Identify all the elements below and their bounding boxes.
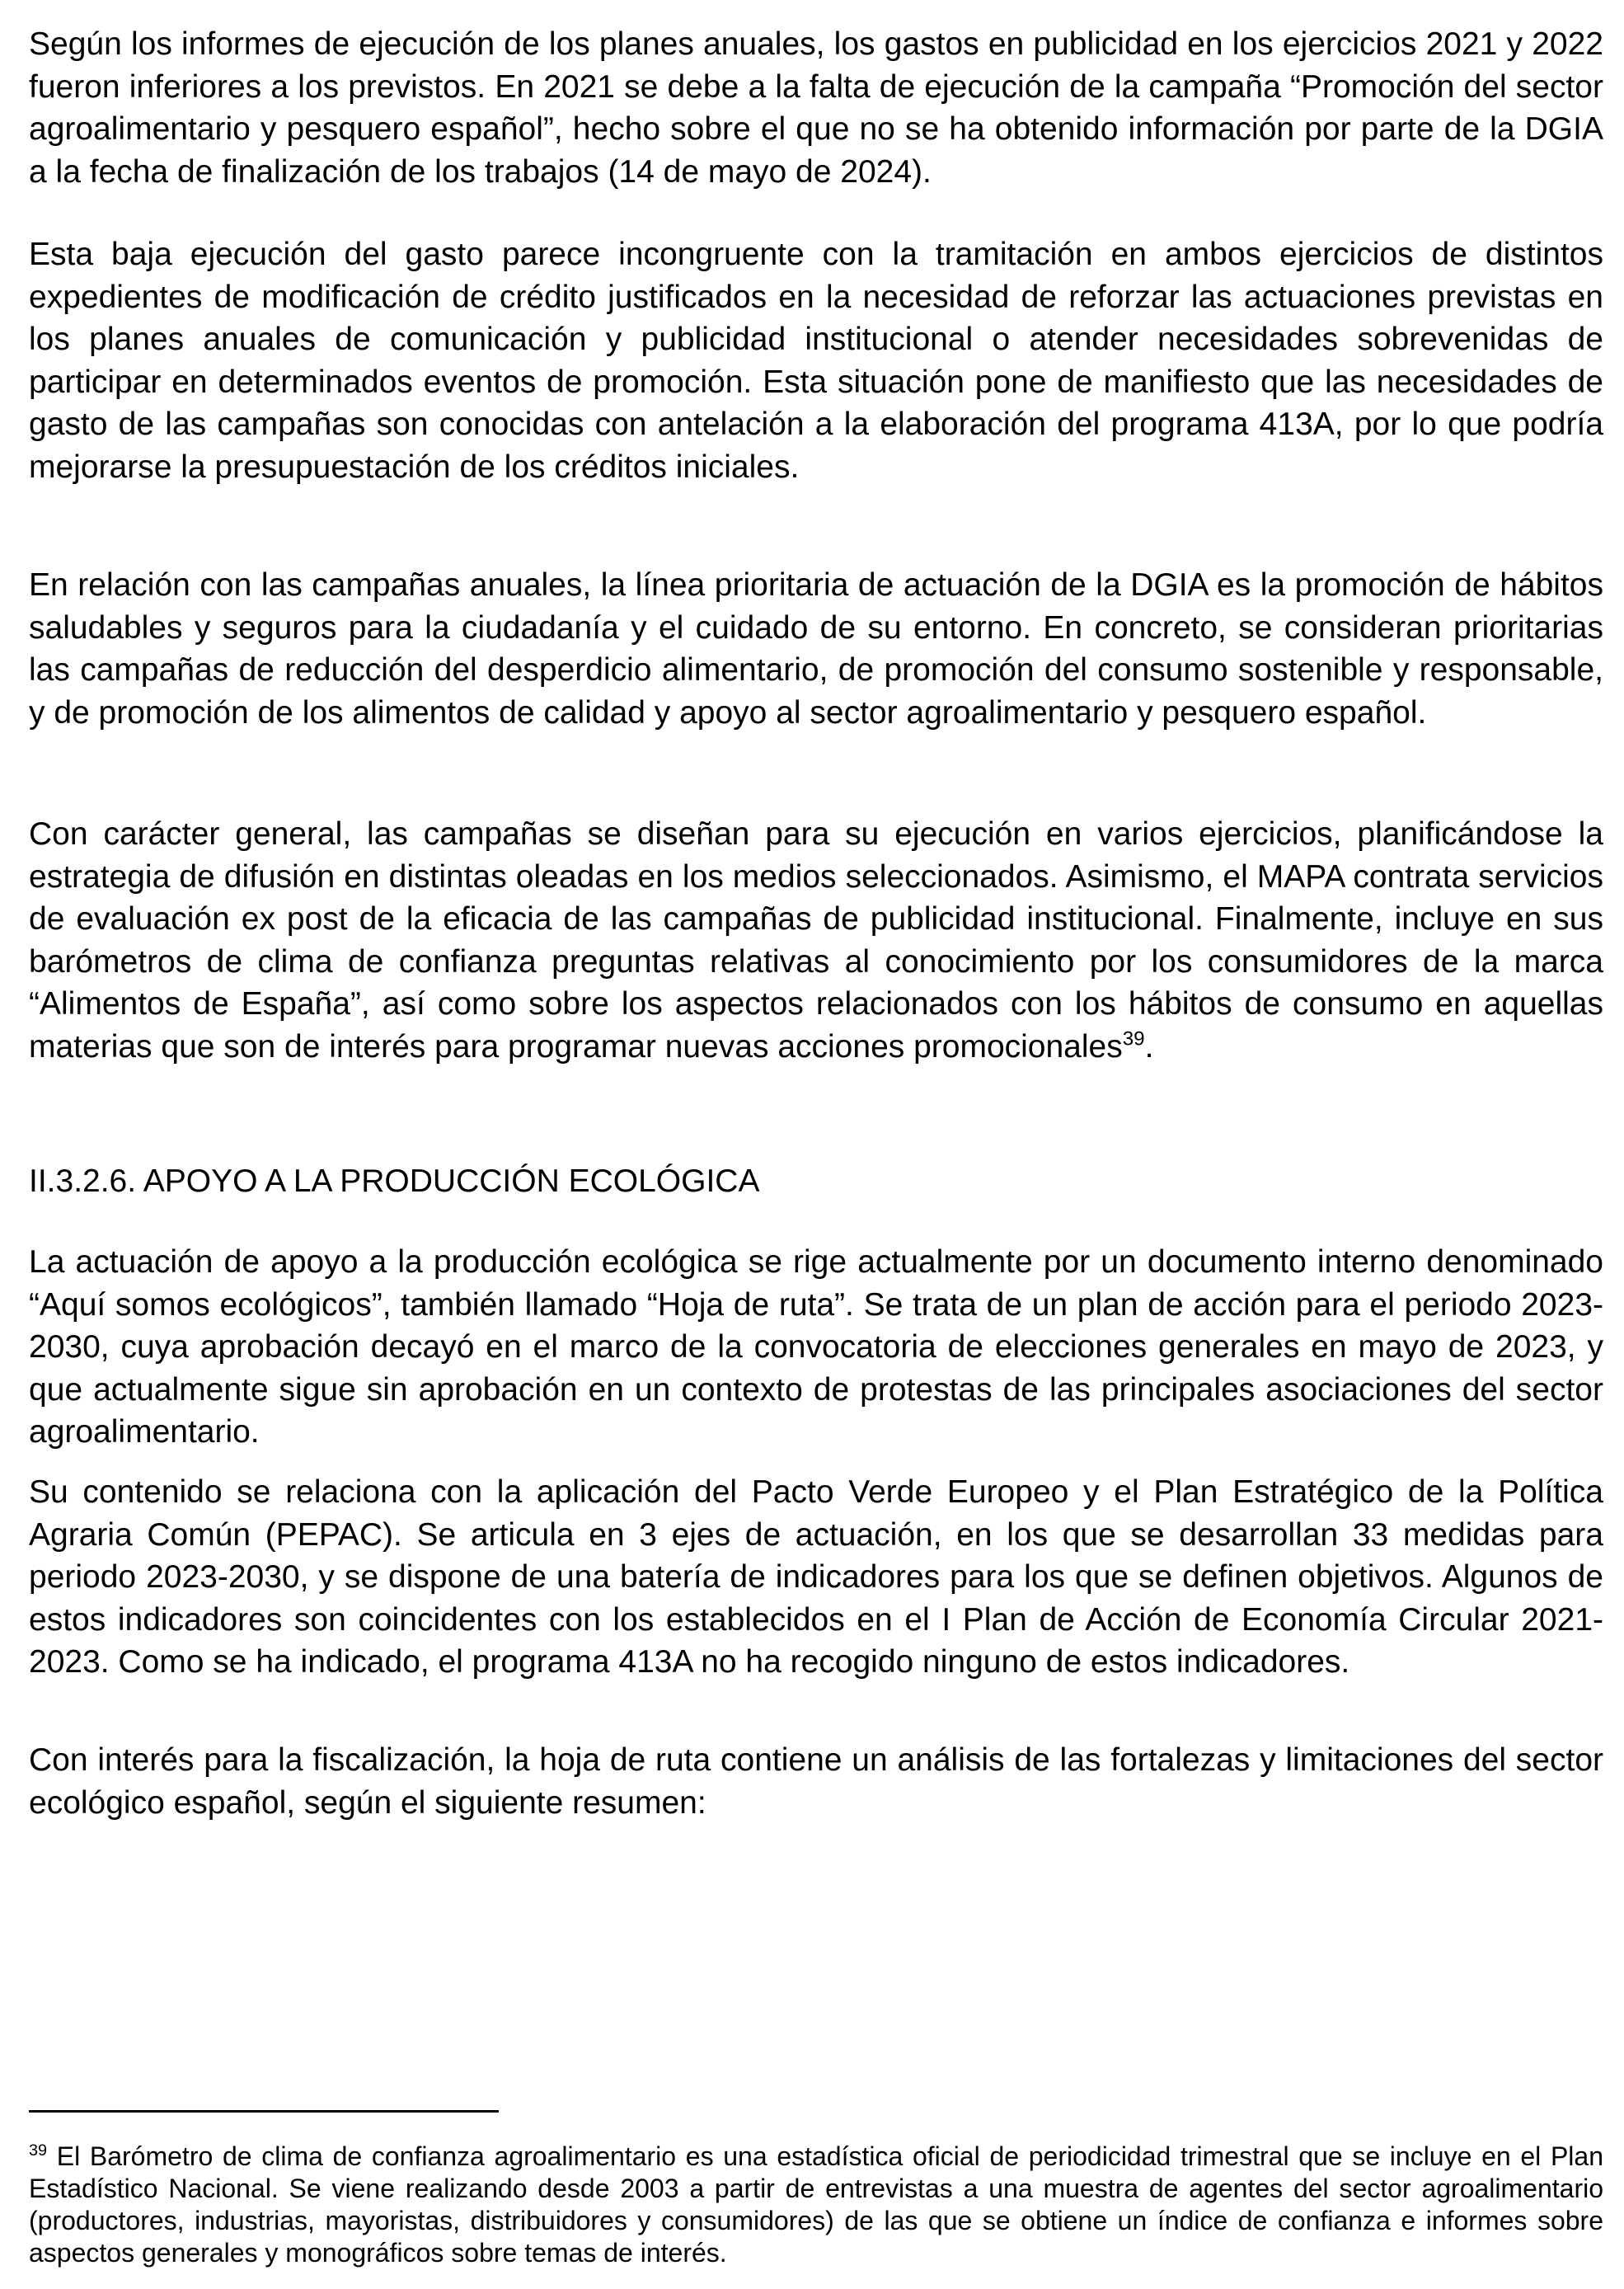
footnote-number: 39 xyxy=(29,2141,48,2160)
paragraph-text: Con carácter general, las campañas se diseñan para su ejecución en varios ejercicios, planificándose la estrategia de difusión en distintas oleadas en los medios seleccionados. Asimismo, el MAPA contrata servicios de evaluación ex post de la eficacia de las campañas de publicidad institucional. Finalmente, incluye en sus barómetros de clima de confianza preguntas relativas al conocimiento por los consumidores de la marca “Alimentos de España”, así como sobre los aspectos relacionados con los hábitos de consumo en aquellas materias que son de interés para programar nuevas acciones promocionales xyxy=(29,816,1603,1065)
footnote-separator xyxy=(29,2110,499,2113)
paragraph-annual-campaigns: En relación con las campañas anuales, la línea prioritaria de actuación de la DGIA es la promoción de hábitos saludables y seguros para la ciudadanía y el cuidado de su entorno. En concreto, se consideran prioritarias las campañas de reducción del desperdicio alimentario, de promoción del consumo sostenible y responsable, y de promoción de los alimentos de calidad y apoyo al sector agroalimentario y pesquero español. xyxy=(29,567,1603,731)
period: . xyxy=(1144,1028,1154,1065)
footnote xyxy=(29,2141,1603,2269)
paragraph-low-execution: Esta baja ejecución del gasto parece incongruente con la tramitación en ambos ejercicios de distintos expedientes de modificación de crédito justificados en la necesidad de reforzar las actuaciones previstas en los planes anuales de comunicación y publicidad institucional o atender necesidades sobrevenidas de participar en determinados eventos de promoción. Esta situación pone de manifiesto que las necesidades de gasto de las campañas son conocidas con antelación a la elaboración del programa 413A, por lo que podría mejorarse la presupuestación de los créditos iniciales. xyxy=(29,237,1603,485)
footnote-text: El Barómetro de clima de confianza agroalimentario es una estadística oficial de periodicidad trimestral que se incluye en el Plan Estadístico Nacional. Se viene realizando desde 2003 a partir de entrevistas a una muestra de agentes del sector agroalimentario (productores, industrias, mayoristas, distribuidores y consumidores) de las que se obtiene un índice de confianza e informes sobre aspectos generales y monográficos sobre temas de interés. xyxy=(29,2141,1603,2268)
paragraph-campaign-design xyxy=(29,813,1603,1068)
paragraph-organic-roadmap: La actuación de apoyo a la producción ecológica se rige actualmente por un documento interno denominado “Aquí somos ecológicos”, también llamado “Hoja de ruta”. Se trata de un plan de acción para el periodo 2023-2030, cuya aprobación decayó en el marco de la convocatoria de elecciones generales en mayo de 2023, y que actualmente sigue sin aprobación en un contexto de protestas de las principales asociaciones del sector agroalimentario. xyxy=(29,1244,1603,1450)
paragraph-publicity-spending: Según los informes de ejecución de los planes anuales, los gastos en publicidad en los ejercicios 2021 y 2022 fueron inferiores a los previstos. En 2021 se debe a la falta de ejecución de la campaña “Promoción del sector agroalimentario y pesquero español”, hecho sobre el que no se ha obtenido información por parte de la DGIA a la fecha de finalización de los trabajos (14 de mayo de 2024). xyxy=(29,26,1603,190)
paragraph-roadmap-content: Su contenido se relaciona con la aplicación del Pacto Verde Europeo y el Plan Estratégico de la Política Agraria Común (PEPAC). Se articula en 3 ejes de actuación, en los que se desarrollan 33 medidas para periodo 2023-2030, y se dispone de una batería de indicadores para los que se definen objetivos. Algunos de estos indicadores son coincidentes con los establecidos en el I Plan de Acción de Economía Circular 2021-2023. Como se ha indicado, el programa 413A no ha recogido ninguno de estos indicadores. xyxy=(29,1474,1603,1680)
footnote-reference[interactable]: 39 xyxy=(1122,1027,1145,1050)
paragraph-summary-intro: Con interés para la fiscalización, la hoja de ruta contiene un análisis de las fortalezas y limitaciones del sector ecológico español, según el siguiente resumen: xyxy=(29,1742,1603,1821)
section-heading: II.3.2.6. APOYO A LA PRODUCCIÓN ECOLÓGICA xyxy=(29,1163,760,1199)
